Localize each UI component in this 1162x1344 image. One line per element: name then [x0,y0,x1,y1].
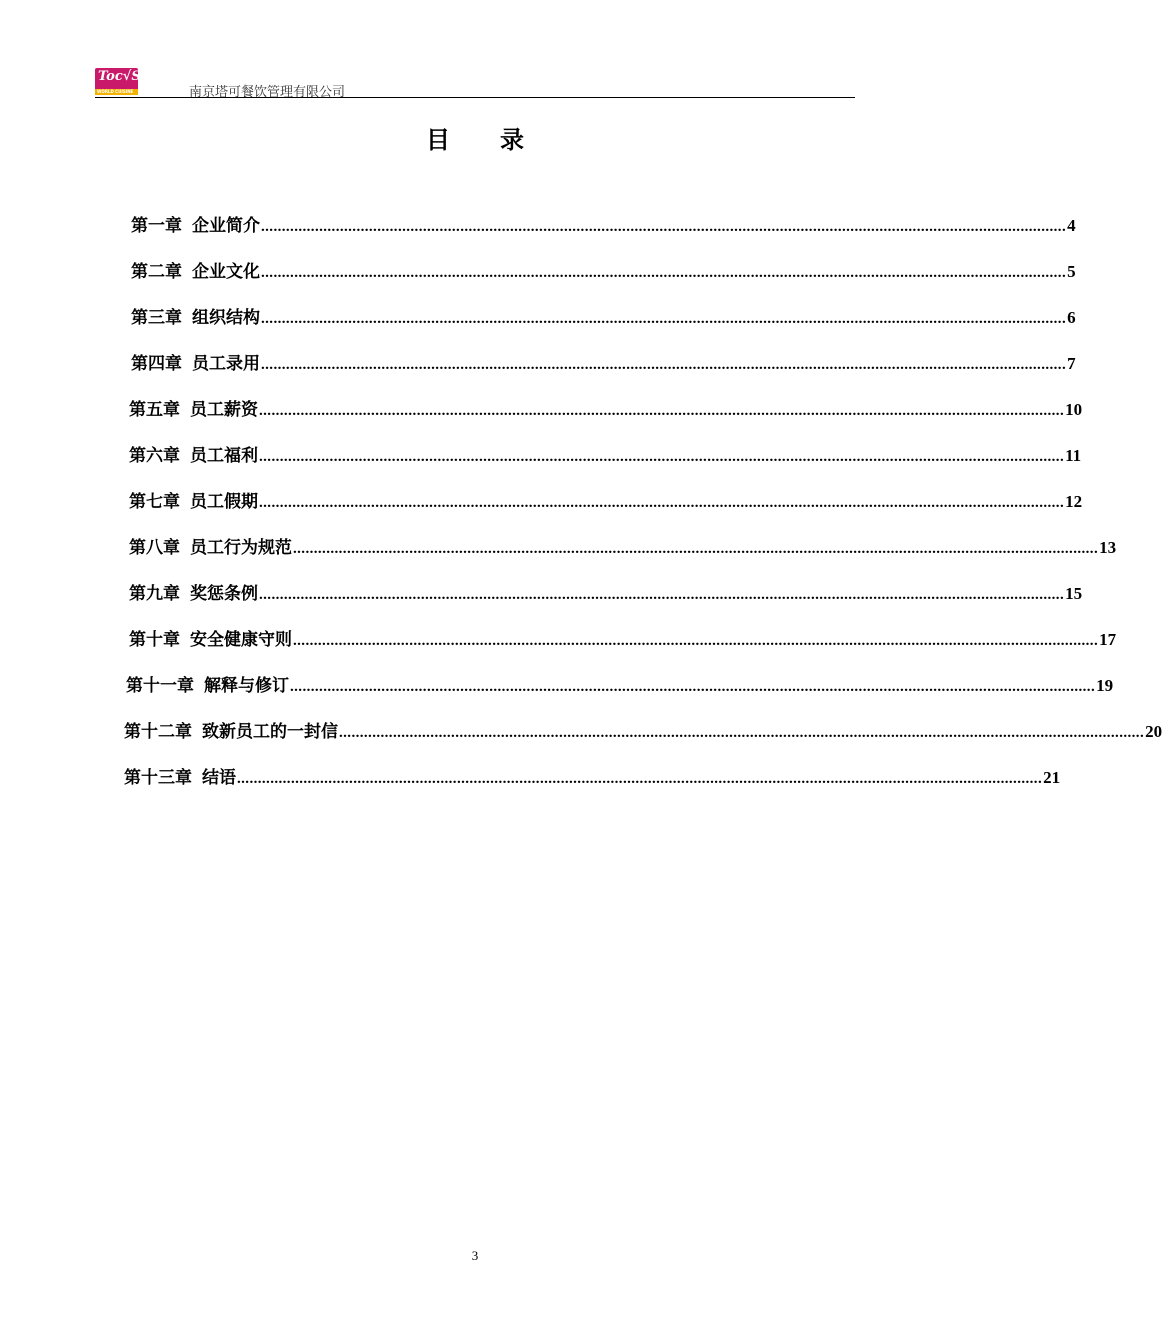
toc-page-number: 21 [1043,768,1061,787]
toc-chapter-title: 员工录用 [192,354,260,374]
toc-entry[interactable] [129,533,1117,558]
company-logo [95,68,141,95]
toc-chapter: 第七章 [129,492,180,512]
toc-entry[interactable] [129,579,1083,604]
toc-entry[interactable] [129,441,1082,466]
toc-entry[interactable] [131,303,1076,328]
toc-dot-leader: .................................................................................................................................................................................................. [290,679,1096,695]
toc-entry-label [129,395,258,420]
toc-chapter-title: 结语 [202,768,236,788]
toc-chapter-title: 解释与修订 [204,676,289,696]
toc-dot-leader: .................................................................................................................................................................................................. [259,495,1065,511]
toc-chapter-title: 安全健康守则 [190,630,292,650]
toc-entry-label [124,763,236,788]
toc-page-number: 13 [1099,538,1117,557]
header-divider [95,97,855,98]
toc-entry[interactable] [129,487,1083,512]
toc-entry-label [124,717,338,742]
toc-entry-label [131,211,260,236]
toc-page-number: 12 [1065,492,1083,511]
toc-chapter-title: 组织结构 [192,308,260,328]
toc-entry[interactable] [131,257,1076,282]
toc-entry[interactable] [124,717,1162,742]
toc-entry-label [129,533,292,558]
toc-entry-label [129,487,258,512]
toc-chapter-title: 企业文化 [192,262,260,282]
toc-entry-label [129,441,258,466]
toc-chapter: 第九章 [129,584,180,604]
toc-dot-leader: .................................................................................................................................................................................................. [261,219,1067,235]
toc-dot-leader: .................................................................................................................................................................................................. [261,311,1067,327]
toc-chapter: 第十二章 [124,722,192,742]
toc-dot-leader: .................................................................................................................................................................................................. [237,771,1043,787]
toc-chapter: 第五章 [129,400,180,420]
toc-chapter: 第八章 [129,538,180,558]
toc-entry-label [129,625,292,650]
toc-chapter-title: 员工福利 [190,446,258,466]
toc-dot-leader: .................................................................................................................................................................................................. [261,265,1067,281]
company-name: 南京塔可餐饮管理有限公司 [189,85,346,100]
toc-entry-label [129,579,258,604]
toc-entry-label [126,671,289,696]
toc-page-number: 17 [1099,630,1117,649]
toc-dot-leader: .................................................................................................................................................................................................. [259,449,1065,465]
toc-chapter: 第十章 [129,630,180,650]
toc-entry-label [131,349,260,374]
toc-chapter: 第四章 [131,354,182,374]
toc-page-number: 6 [1067,308,1076,327]
toc-entry[interactable] [124,763,1061,788]
toc-page-number: 19 [1096,676,1114,695]
toc-dot-leader: .................................................................................................................................................................................................. [259,403,1065,419]
toc-title: 目录 [426,126,574,154]
toc-dot-leader: .................................................................................................................................................................................................. [339,725,1145,741]
toc-entry-label [131,303,260,328]
page-number: 3 [471,1248,479,1263]
toc-chapter-title: 企业简介 [192,216,260,236]
toc-page-number: 7 [1067,354,1076,373]
toc-dot-leader: .................................................................................................................................................................................................. [293,633,1099,649]
toc-entry[interactable] [129,625,1117,650]
toc-page-number: 5 [1067,262,1076,281]
toc-page-number: 11 [1065,446,1082,465]
toc-chapter-title: 奖惩条例 [190,584,258,604]
logo-subtext: WORLD CUISINE [97,89,134,94]
toc-page-number: 4 [1067,216,1076,235]
toc-chapter: 第十三章 [124,768,192,788]
toc-page-number: 20 [1145,722,1162,741]
logo-wordmark: Toc√S [98,69,141,84]
toc-chapter: 第六章 [129,446,180,466]
toc-dot-leader: .................................................................................................................................................................................................. [259,587,1065,603]
toc-entry-label [131,257,260,282]
toc-entry[interactable] [129,395,1083,420]
toc-entry[interactable] [126,671,1114,696]
toc-chapter: 第三章 [131,308,182,328]
toc-entry[interactable] [131,349,1076,374]
toc-dot-leader: .................................................................................................................................................................................................. [261,357,1067,373]
toc-chapter-title: 员工薪资 [190,400,258,420]
toc-page-number: 10 [1065,400,1083,419]
toc-chapter: 第十一章 [126,676,194,696]
toc-dot-leader: .................................................................................................................................................................................................. [293,541,1099,557]
page-header [95,66,855,99]
toc-chapter-title: 员工行为规范 [190,538,292,558]
toc-chapter: 第二章 [131,262,182,282]
toc-chapter: 第一章 [131,216,182,236]
toc-chapter-title: 员工假期 [190,492,258,512]
toc-page-number: 15 [1065,584,1083,603]
toc-chapter-title: 致新员工的一封信 [202,722,338,742]
toc-entry[interactable] [131,211,1076,236]
